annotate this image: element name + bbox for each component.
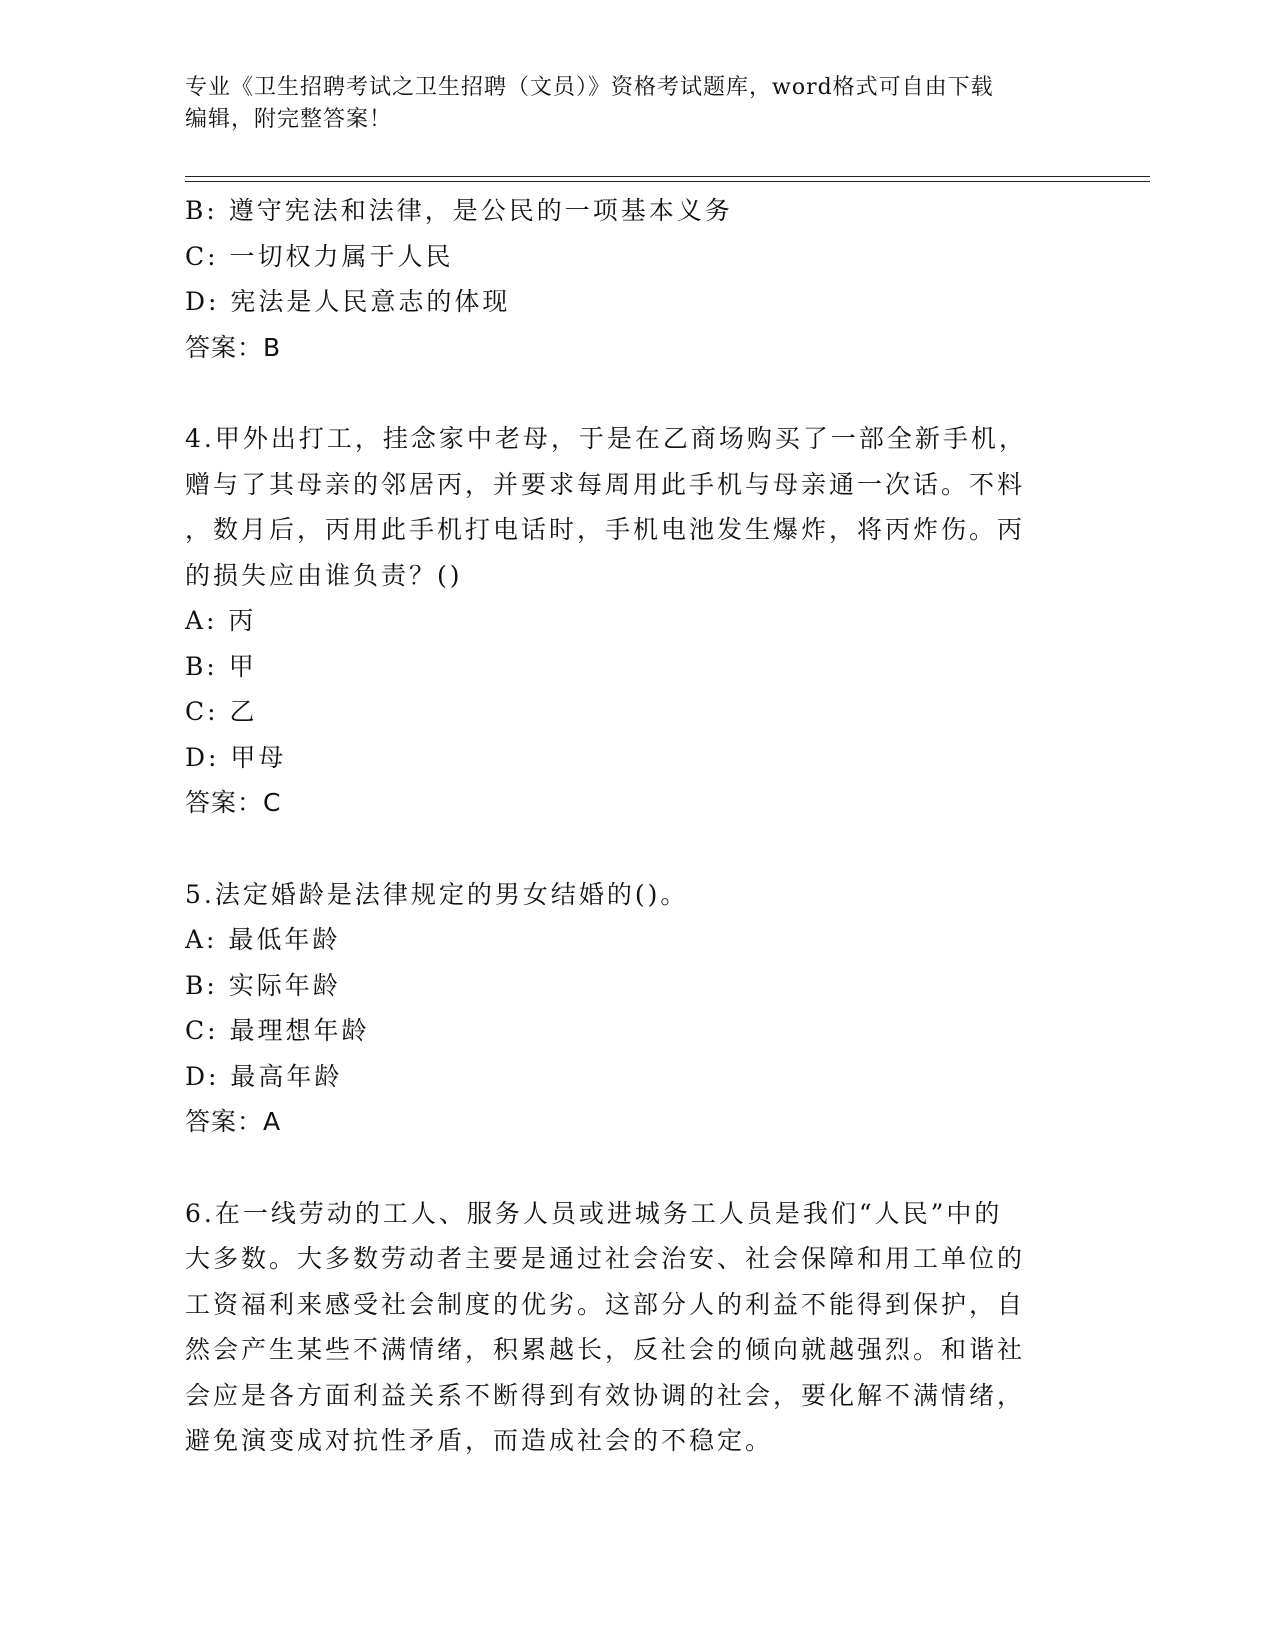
- option-c: C: 乙: [185, 697, 258, 726]
- question-text-line: 工资福利来感受社会制度的优劣。这部分人的利益不能得到保护，自: [185, 1289, 1026, 1319]
- question-text-line: 6.在一线劳动的工人、服务人员或进城务工人员是我们“人民”中的: [185, 1198, 1003, 1228]
- answer: 答案：C: [185, 788, 282, 817]
- option-d: D: 最高年龄: [185, 1061, 343, 1091]
- answer: 答案：A: [185, 1107, 282, 1136]
- question-text-line: 大多数。大多数劳动者主要是通过社会治安、社会保障和用工单位的: [185, 1244, 1026, 1273]
- question-text-line: ，数月后，丙用此手机打电话时，手机电池发生爆炸，将丙炸伤。丙: [185, 515, 1026, 544]
- option-c: C: 一切权力属于人民: [185, 241, 454, 271]
- option-a: A: 最低年龄: [185, 925, 341, 954]
- option-d: D: 宪法是人民意志的体现: [185, 287, 511, 316]
- option-b: B: 甲: [185, 651, 257, 681]
- header-line-1: 专业《卫生招聘考试之卫生招聘（文员）》资格考试题库，word格式可自由下载: [185, 75, 994, 100]
- spacer: [185, 1145, 1065, 1191]
- question-text-line: 避免演变成对抗性矛盾，而造成社会的不稳定。: [185, 1426, 774, 1455]
- question-text-line: 赠与了其母亲的邻居丙，并要求每周用此手机与母亲通一次话。不料: [185, 469, 1026, 499]
- question-text-line: 4.甲外出打工，挂念家中老母，于是在乙商场购买了一部全新手机，: [185, 424, 1027, 453]
- option-c: C: 最理想年龄: [185, 1016, 370, 1045]
- question-text-line: 会应是各方面利益关系不断得到有效协调的社会，要化解不满情绪，: [185, 1380, 1026, 1410]
- header-rule-top: [185, 176, 1150, 177]
- question-text-line: 然会产生某些不满情绪，积累越长，反社会的倾向就越强烈。和谐社: [185, 1335, 1026, 1364]
- question-text-line: 5.法定婚龄是法律规定的男女结婚的()。: [185, 879, 689, 909]
- header-rule-bottom: [185, 181, 1150, 182]
- option-b: B: 实际年龄: [185, 970, 341, 1000]
- spacer: [185, 826, 1065, 872]
- option-a: A: 丙: [185, 606, 257, 635]
- answer: 答案：B: [185, 332, 282, 362]
- question-text-line: 的损失应由谁负责？(): [185, 560, 463, 590]
- spacer: [185, 370, 1065, 416]
- question-4: [185, 416, 1065, 826]
- question-content: [185, 188, 1065, 1464]
- question-5: [185, 872, 1065, 1145]
- option-b: B: 遵守宪法和法律，是公民的一项基本义务: [185, 196, 733, 225]
- question-6: [185, 1191, 1065, 1464]
- header-line-2: 编辑，附完整答案！: [185, 107, 393, 132]
- question-3-continued: [185, 188, 1065, 370]
- page-header: [185, 72, 1065, 136]
- option-d: D: 甲母: [185, 742, 287, 772]
